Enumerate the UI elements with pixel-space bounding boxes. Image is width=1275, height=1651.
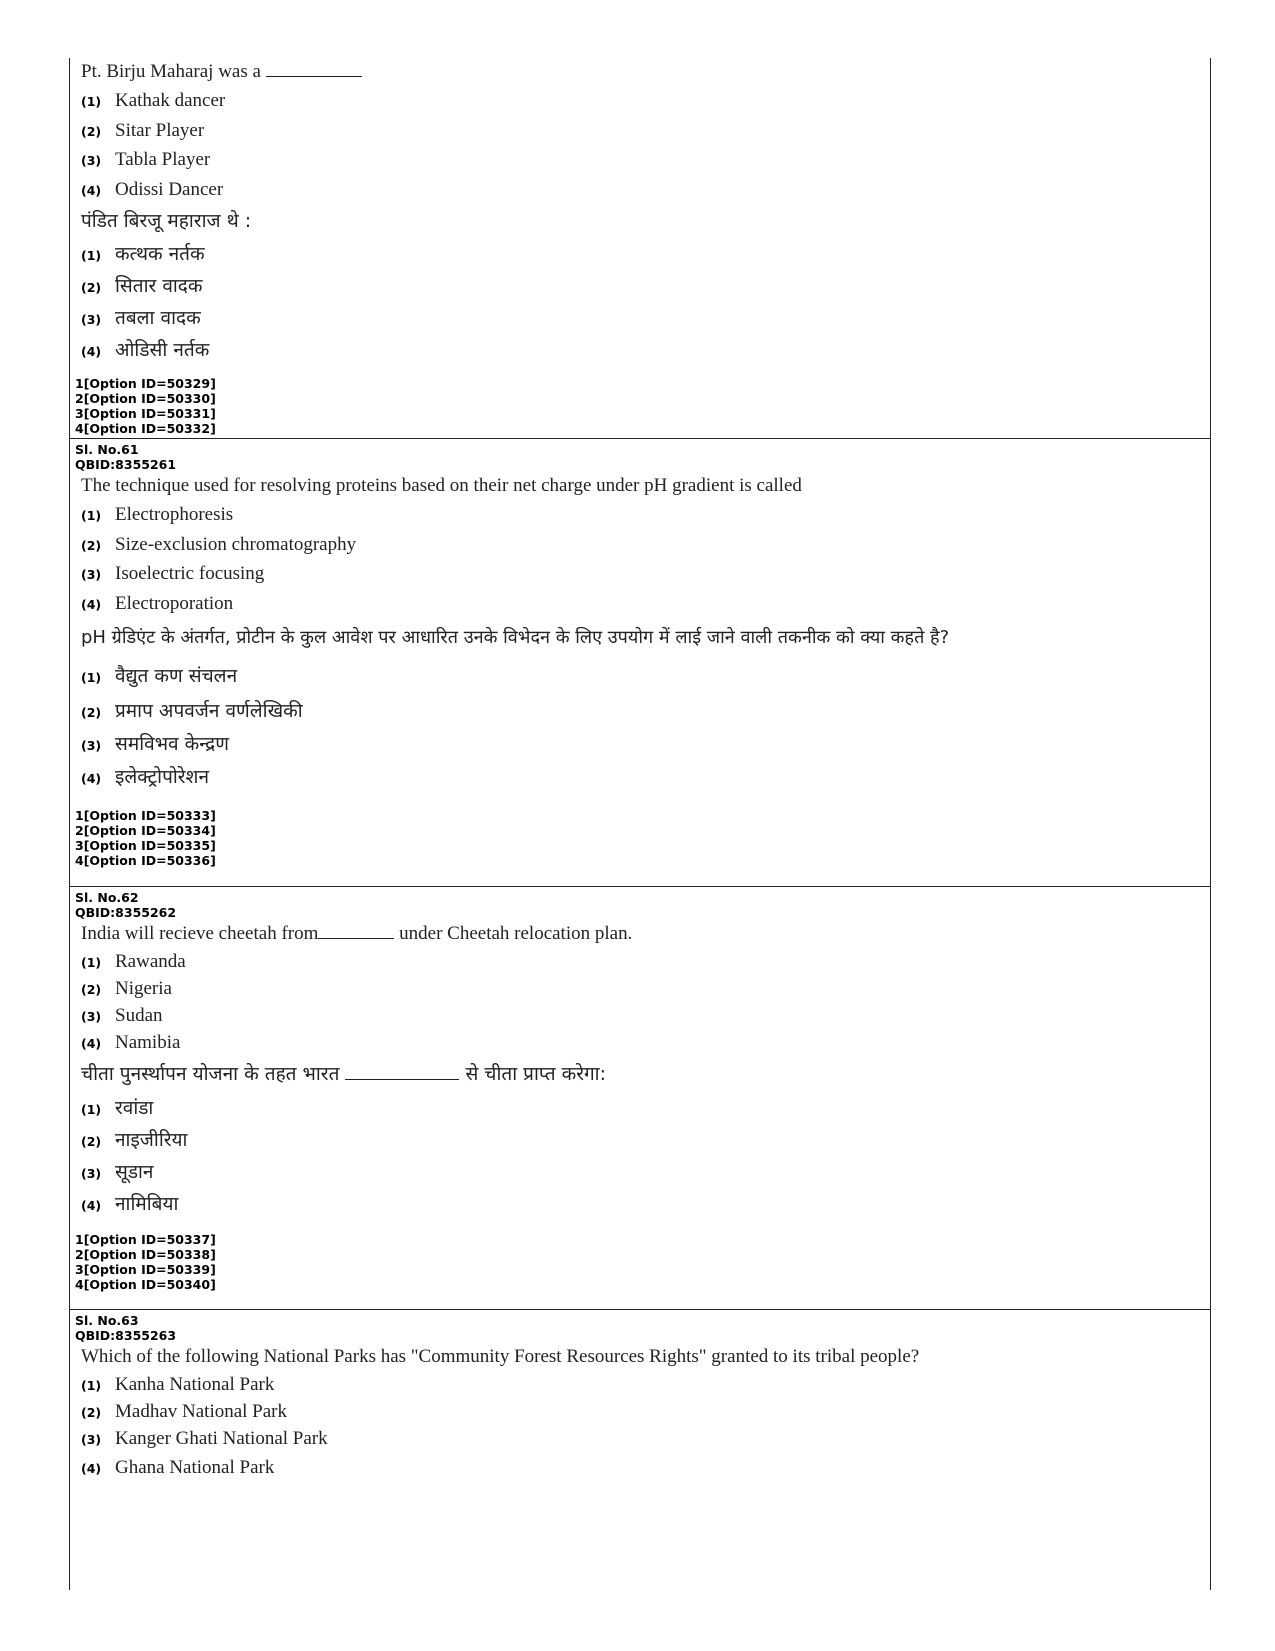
option-4-en: (4) Odissi Dancer bbox=[81, 178, 224, 200]
qbid: QBID:8355261 bbox=[75, 457, 177, 472]
option-id: 1[Option ID=50329] bbox=[75, 376, 216, 391]
option-3-en: (3) Isoelectric focusing bbox=[81, 563, 265, 584]
option-3-hi: (3) समविभव केन्द्रण bbox=[81, 733, 229, 755]
option-2-hi: (2) सितार वादक bbox=[81, 275, 203, 297]
option-4-en: (4) Electroporation bbox=[81, 592, 234, 614]
option-id: 2[Option ID=50334] bbox=[75, 823, 216, 838]
question-text-hi: चीता पुनर्स्थापन योजना के तहत भारत से चीता प्राप्त करेगा: bbox=[81, 1063, 606, 1085]
option-id: 4[Option ID=50336] bbox=[75, 853, 216, 868]
option-2-hi: (2) प्रमाप अपवर्जन वर्णलेखिकी bbox=[81, 700, 303, 722]
option-3-hi: (3) तबला वादक bbox=[81, 307, 201, 329]
option-id: 2[Option ID=50330] bbox=[75, 391, 216, 406]
option-2-en: (2) Sitar Player bbox=[81, 119, 205, 141]
option-id: 4[Option ID=50340] bbox=[75, 1277, 216, 1292]
question-text-en: India will recieve cheetah from under Cheetah relocation plan. bbox=[81, 923, 633, 944]
serial-number: Sl. No.61 bbox=[75, 442, 139, 457]
option-1-hi: (1) कत्थक नर्तक bbox=[81, 243, 205, 265]
option-id-list bbox=[75, 808, 1210, 872]
option-id-list bbox=[75, 376, 1210, 440]
option-3-en: (3) Kanger Ghati National Park bbox=[81, 1428, 328, 1449]
option-3-en: (3) Tabla Player bbox=[81, 149, 211, 170]
serial-number: Sl. No.62 bbox=[75, 890, 139, 905]
serial-number: Sl. No.63 bbox=[75, 1313, 139, 1328]
option-id: 1[Option ID=50337] bbox=[75, 1232, 216, 1247]
question-block-60 bbox=[70, 58, 1210, 438]
option-4-hi: (4) ओडिसी नर्तक bbox=[81, 339, 210, 361]
option-2-en: (2) Nigeria bbox=[81, 978, 172, 999]
option-3-en: (3) Sudan bbox=[81, 1005, 163, 1026]
option-id: 3[Option ID=50331] bbox=[75, 406, 216, 421]
option-1-en: (1) Kathak dancer bbox=[81, 90, 226, 111]
option-3-hi: (3) सूडान bbox=[81, 1161, 154, 1183]
option-4-hi: (4) नामिबिया bbox=[81, 1193, 179, 1215]
option-1-hi: (1) रवांडा bbox=[81, 1097, 154, 1119]
option-1-en: (1) Rawanda bbox=[81, 951, 186, 972]
option-id: 3[Option ID=50335] bbox=[75, 838, 216, 853]
option-id: 4[Option ID=50332] bbox=[75, 421, 216, 436]
option-id: 3[Option ID=50339] bbox=[75, 1262, 216, 1277]
option-2-en: (2) Madhav National Park bbox=[81, 1401, 288, 1422]
option-1-en: (1) Kanha National Park bbox=[81, 1374, 275, 1395]
question-text-en: Which of the following National Parks has "Community Forest Resources Rights" granted to its tribal people? bbox=[81, 1346, 920, 1367]
option-id: 2[Option ID=50338] bbox=[75, 1247, 216, 1262]
question-block-63 bbox=[70, 1309, 1210, 1589]
option-1-en: (1) Electrophoresis bbox=[81, 504, 234, 525]
option-2-en: (2) Size-exclusion chromatography bbox=[81, 533, 357, 555]
question-block-61 bbox=[70, 438, 1210, 886]
question-text-en: Pt. Birju Maharaj was a bbox=[81, 58, 1210, 86]
question-paper-page bbox=[69, 58, 1211, 1590]
question-text-hi: पंडित बिरजू महाराज थे : bbox=[81, 210, 252, 232]
question-text-en: The technique used for resolving proteins based on their net charge under pH gradient is called bbox=[81, 475, 802, 496]
question-text-hi: pH ग्रेडिएंट के अंतर्गत, प्रोटीन के कुल आवेश पर आधारित उनके विभेदन के लिए उपयोग में लाई जाने वाली तकनीक को क्या कहते है? bbox=[81, 627, 950, 648]
option-id: 1[Option ID=50333] bbox=[75, 808, 216, 823]
option-4-hi: (4) इलेक्ट्रोपोरेशन bbox=[81, 766, 210, 788]
option-4-en: (4) Ghana National Park bbox=[81, 1457, 275, 1478]
question-block-62 bbox=[70, 886, 1210, 1309]
option-4-en: (4) Namibia bbox=[81, 1032, 181, 1053]
qbid: QBID:8355262 bbox=[75, 905, 177, 920]
qbid: QBID:8355263 bbox=[75, 1328, 177, 1343]
option-2-hi: (2) नाइजीरिया bbox=[81, 1129, 188, 1151]
option-id-list bbox=[75, 1232, 1210, 1296]
option-1-hi: (1) वैद्युत कण संचलन bbox=[81, 665, 238, 687]
